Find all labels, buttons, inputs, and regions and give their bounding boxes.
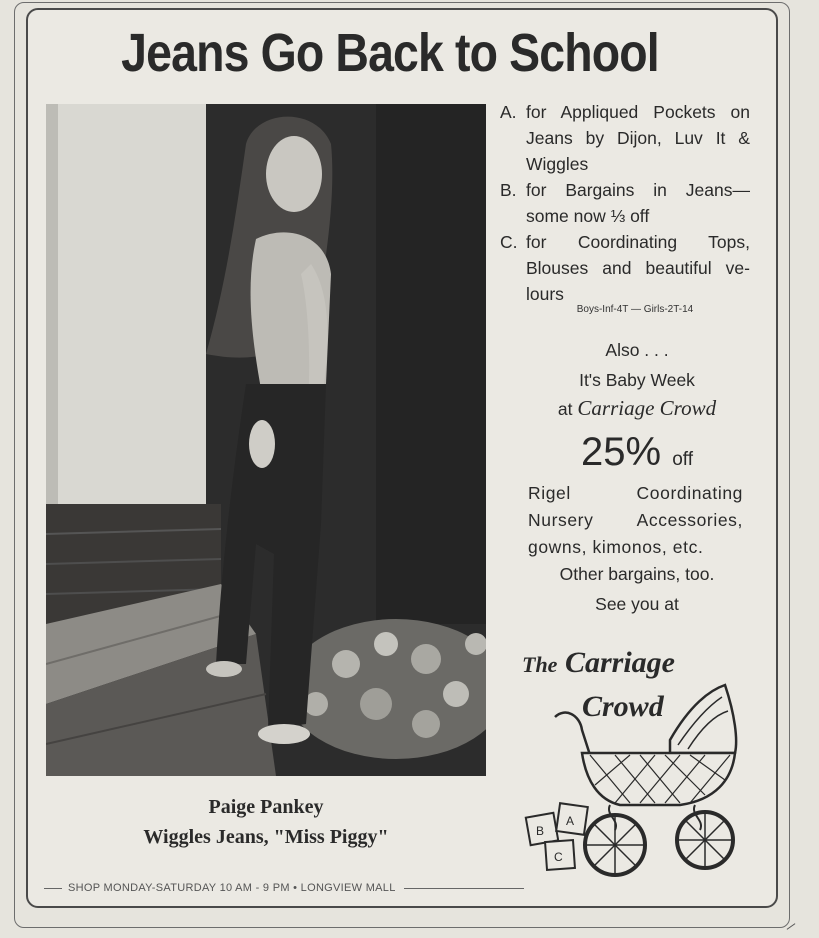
logo-the: The	[522, 652, 558, 677]
item-letter: C.	[500, 232, 518, 252]
caption-product: Wiggles Jeans, "Miss Piggy"	[143, 826, 389, 848]
svg-text:A: A	[566, 814, 575, 828]
baby-week-text: It's Baby Week	[579, 370, 695, 390]
other-bargains-text: Other bargains, too.	[559, 564, 715, 584]
footer-rule	[44, 888, 62, 889]
svg-text:B: B	[536, 824, 545, 838]
discount-value: 25%	[581, 430, 662, 474]
photo-caption	[46, 792, 486, 852]
list-item	[500, 229, 750, 307]
see-you-text: See you at	[595, 594, 679, 614]
list-item	[500, 99, 750, 177]
photo-illustration	[46, 104, 486, 776]
brand-name: Carriage Crowd	[577, 396, 717, 420]
rigel-line: gowns, kimonos, etc.	[528, 537, 704, 557]
logo-carriage: Carriage	[564, 646, 675, 679]
discount-badge	[512, 430, 762, 475]
rigel-description	[528, 480, 743, 561]
corner-mark	[787, 923, 796, 930]
footer-text: SHOP MONDAY-SATURDAY 10 AM - 9 PM • LONGVIEW MALL	[68, 882, 396, 894]
also-text: Also . . .	[605, 340, 669, 360]
list-item	[500, 177, 750, 229]
item-text: for Appliqued Pockets on Jeans by Dijon, Luv It & Wiggles	[526, 102, 750, 174]
item-text: for Bargains in Jeans— some now ⅓ off	[526, 180, 750, 226]
item-letter: A.	[500, 102, 517, 122]
discount-off: off	[672, 449, 693, 470]
rigel-line: Rigel Coordinating	[528, 483, 743, 503]
svg-text:C: C	[554, 850, 563, 864]
size-range: Boys-Inf-4T — Girls-2T-14	[576, 304, 694, 315]
at-word: at	[557, 399, 573, 419]
store-hours-footer	[44, 880, 524, 896]
footer-rule	[404, 888, 524, 889]
feature-list	[500, 99, 750, 307]
rigel-line: Nursery Accessories,	[528, 510, 743, 530]
baby-carriage-icon	[520, 645, 760, 885]
caption-name: Paige Pankey	[208, 796, 324, 818]
at-carriage-crowd	[512, 396, 762, 421]
headline: Jeans Go Back to School	[121, 23, 659, 83]
item-letter: B.	[500, 180, 517, 200]
photo-girl-in-jeans	[46, 104, 486, 776]
logo-crowd: Crowd	[582, 690, 664, 723]
item-text: for Coordinating Tops, Blouses and beautiful ve-lours	[526, 232, 750, 304]
